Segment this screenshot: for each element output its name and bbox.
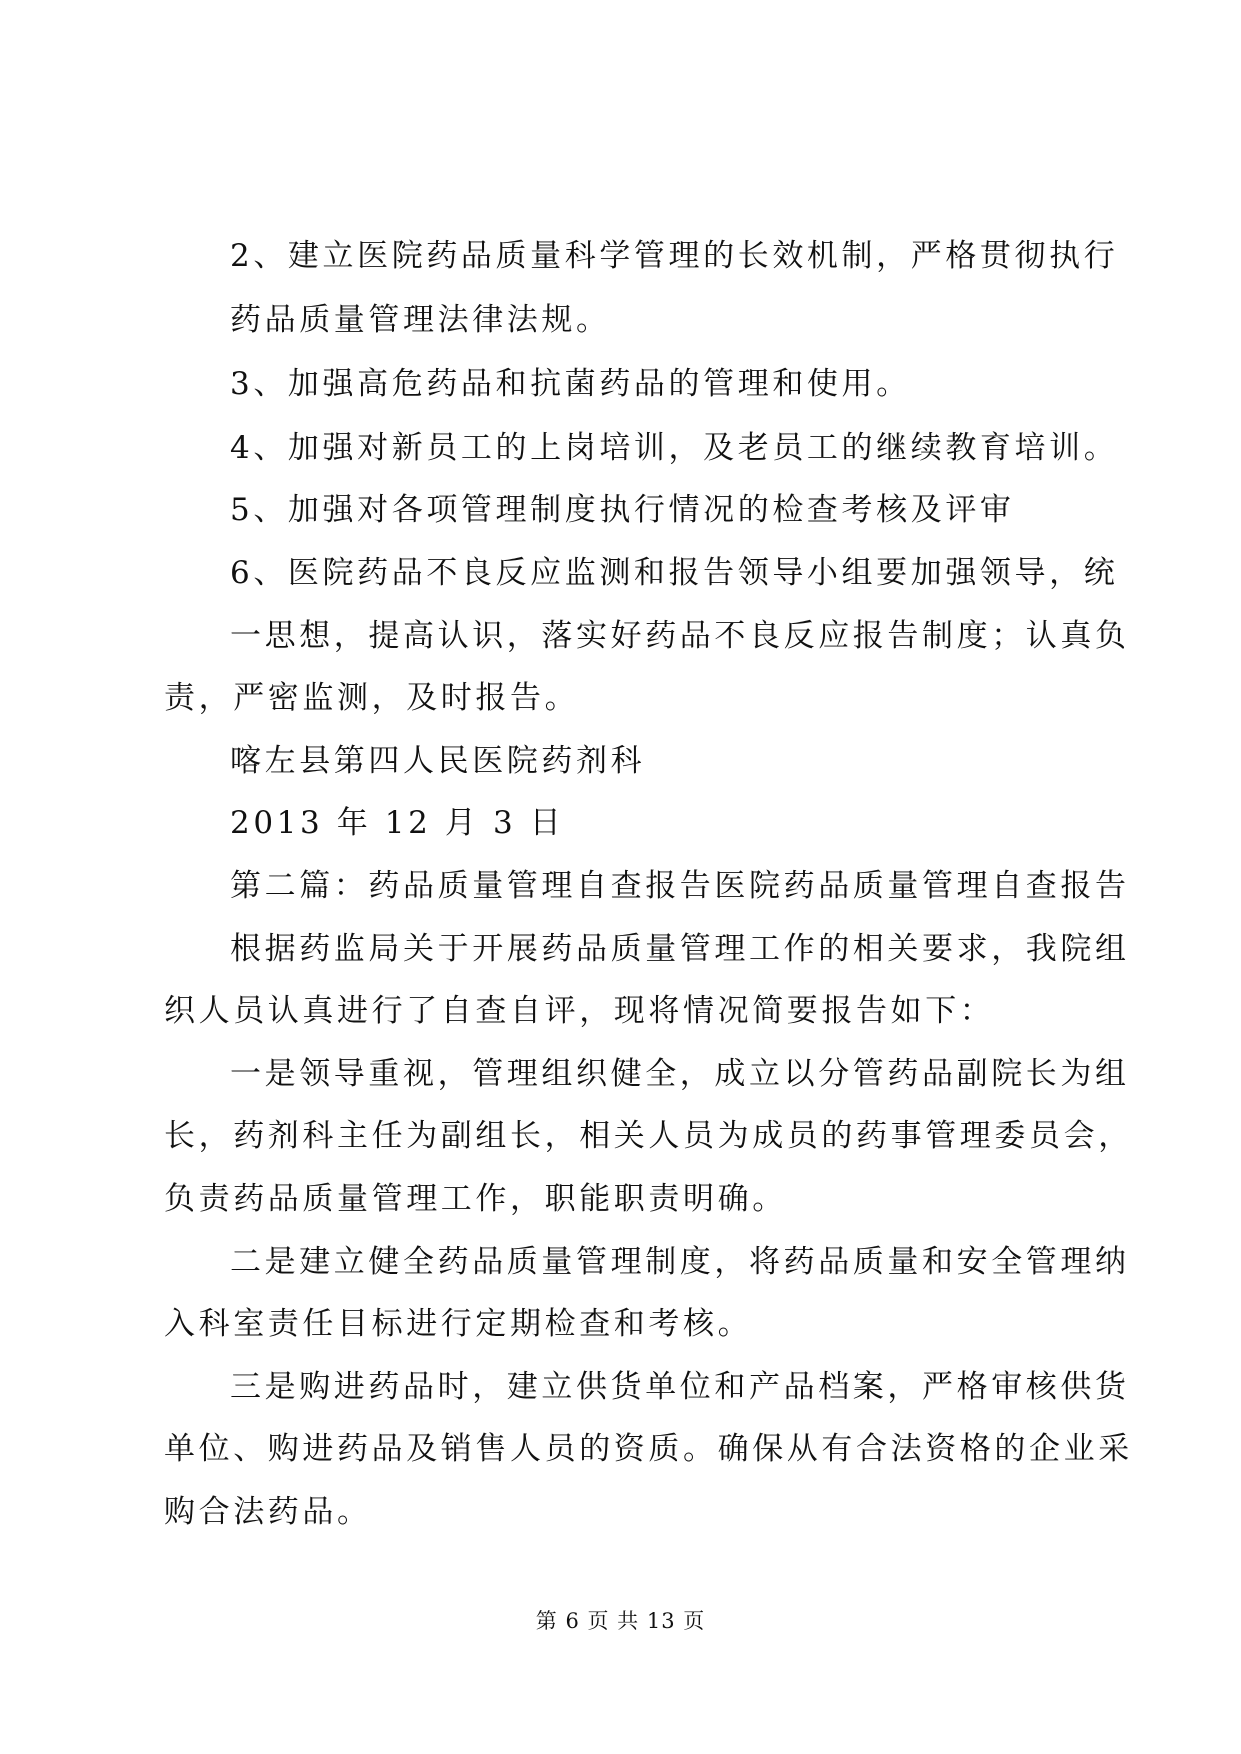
text-line: 药品质量管理法律法规。 xyxy=(230,302,611,338)
text-line: 织人员认真进行了自查自评，现将情况简要报告如下： xyxy=(164,993,995,1029)
text-line: 2、建立医院药品质量科学管理的长效机制，严格贯彻执行 xyxy=(230,238,1119,274)
page-number-footer: 第 6 页 共 13 页 xyxy=(535,1609,706,1633)
text-line: 第二篇：药品质量管理自查报告医院药品质量管理自查报告 xyxy=(230,868,1130,904)
text-line: 单位、购进药品及销售人员的资质。确保从有合法资格的企业采 xyxy=(164,1431,1133,1467)
text-line: 一是领导重视，管理组织健全，成立以分管药品副院长为组 xyxy=(230,1056,1130,1092)
text-line: 2013 年 12 月 3 日 xyxy=(230,805,565,841)
text-line: 三是购进药品时，建立供货单位和产品档案，严格审核供货 xyxy=(230,1369,1130,1405)
text-line: 责，严密监测，及时报告。 xyxy=(164,680,580,716)
text-line: 负责药品质量管理工作，职能职责明确。 xyxy=(164,1181,787,1217)
text-line: 购合法药品。 xyxy=(164,1494,372,1530)
text-line: 长，药剂科主任为副组长，相关人员为成员的药事管理委员会， xyxy=(164,1118,1133,1154)
text-line: 3、加强高危药品和抗菌药品的管理和使用。 xyxy=(230,366,911,402)
text-line: 入科室责任目标进行定期检查和考核。 xyxy=(164,1306,753,1342)
text-line: 一思想，提高认识，落实好药品不良反应报告制度；认真负 xyxy=(230,618,1130,654)
text-line: 二是建立健全药品质量管理制度，将药品质量和安全管理纳 xyxy=(230,1244,1130,1280)
text-line: 6、医院药品不良反应监测和报告领导小组要加强领导，统 xyxy=(230,555,1119,591)
text-line: 根据药监局关于开展药品质量管理工作的相关要求，我院组 xyxy=(230,931,1130,967)
text-line: 4、加强对新员工的上岗培训，及老员工的继续教育培训。 xyxy=(230,430,1119,466)
text-line: 5、加强对各项管理制度执行情况的检查考核及评审 xyxy=(230,492,1015,528)
text-line: 喀左县第四人民医院药剂科 xyxy=(230,743,646,779)
